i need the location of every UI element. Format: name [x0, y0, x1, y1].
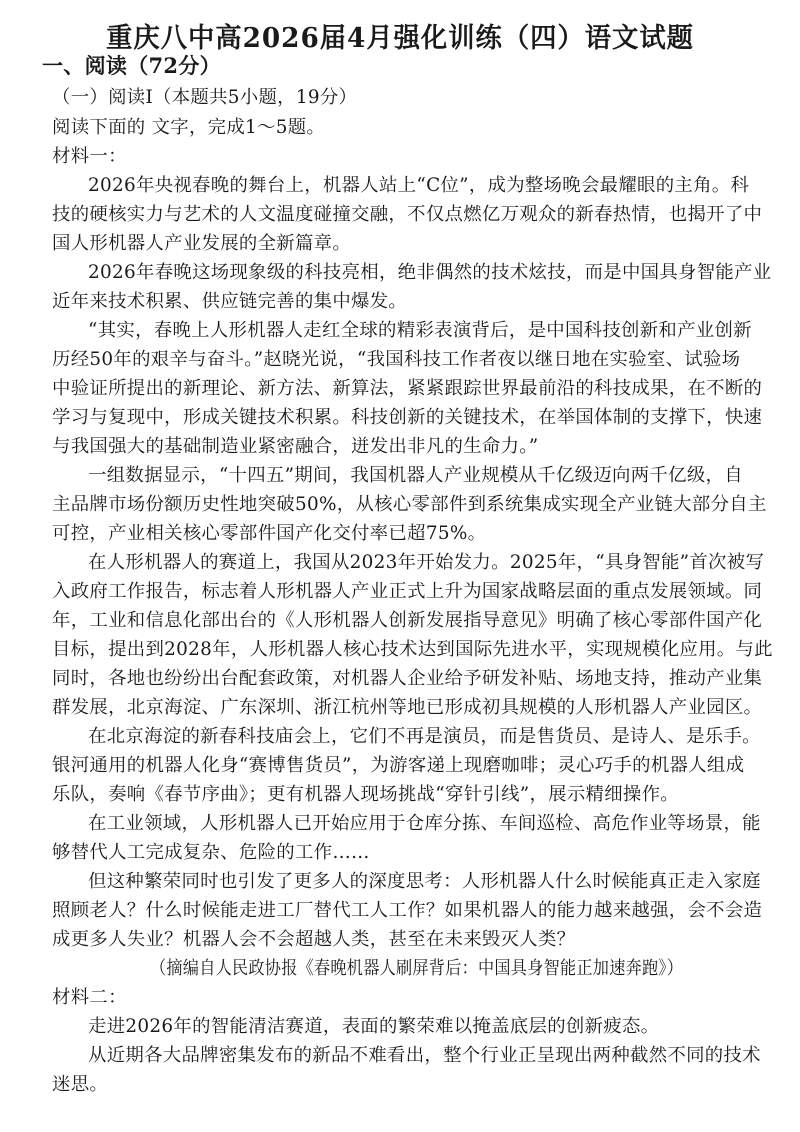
material1-line: 银河通用的机器人化身“赛博售货员”，为游客递上现磨咖啡；灵心巧手的机器人组成	[52, 755, 745, 776]
material1-line: 群发展，北京海淀、广东深圳、浙江杭州等地已形成初具规模的人形机器人产业园区。	[52, 697, 763, 718]
material1-line: 近年来技术积累、供应链完善的集中爆发。	[52, 291, 408, 312]
material1-line: 年，工业和信息化部出台的《人形机器人创新发展指导意见》明确了核心零部件国产化	[52, 610, 763, 631]
material1-line: 照顾老人？什么时候能走进工厂替代工人工作？如果机器人的能力越来越强，会不会造	[52, 900, 763, 921]
material2-line: 从近期各大品牌密集发布的新品不难看出，整个行业正呈现出两种截然不同的技术	[88, 1045, 761, 1066]
material1-source: （摘编自人民政协报《春晚机器人刷屏背后：中国具身智能正加速奔跑》）	[150, 958, 684, 979]
material2-line: 走进2026年的智能清洁赛道，表面的繁荣难以掩盖底层的创新疲态。	[88, 1016, 660, 1037]
material1-line: 中验证所提出的新理论、新方法、新算法，紧紧跟踪世界最前沿的科技成果，在不断的	[52, 378, 763, 399]
material1-line: “其实，春晚上人形机器人走红全球的精彩表演背后，是中国科技创新和产业创新	[88, 320, 752, 341]
material1-line: 主品牌市场份额历史性地突破50%，从核心零部件到系统集成实现全产业链大部分自主	[52, 494, 767, 515]
material1-line: 在北京海淀的新春科技庙会上，它们不再是演员，而是售货员、是诗人、是乐手。	[88, 726, 761, 747]
material1-line: 国人形机器人产业发展的全新篇章。	[52, 233, 352, 254]
material2-line: 迷思。	[52, 1074, 109, 1095]
material1-line: 成更多人失业？机器人会不会超越人类，甚至在未来毁灭人类？	[52, 929, 576, 950]
material1-line: 目标，提出到2028年，人形机器人核心技术达到国际先进水平，实现规模化应用。与此	[52, 639, 773, 660]
material1-line: 2026年春晚这场现象级的科技亮相，绝非偶然的技术炫技，而是中国具身智能产业	[88, 262, 772, 283]
material1-line: 历经50年的艰辛与奋斗。”赵晓光说，“我国科技工作者夜以继日地在实验室、试验场	[52, 349, 741, 370]
material1-line: 乐队，奏响《春节序曲》；更有机器人现场挑战“穿针引线”，展示精细操作。	[52, 784, 679, 805]
section-heading: 一、阅读（72分）	[42, 53, 221, 78]
material2-label: 材料二：	[52, 987, 127, 1008]
material1-line: 与我国强大的基础制造业紧密融合，迸发出非凡的生命力。”	[52, 436, 539, 457]
material1-line: 一组数据显示，“十四五”期间，我国机器人产业规模从千亿级迈向两千亿级，自	[88, 465, 743, 486]
material1-line: 技的硬核实力与艺术的人文温度碰撞交融，不仅点燃亿万观众的新春热情，也揭开了中	[52, 204, 763, 225]
material1-line: 在人形机器人的赛道上，我国从2023年开始发力。2025年，“具身智能”首次被写	[88, 552, 765, 573]
material1-label: 材料一：	[52, 146, 127, 167]
material1-line: 入政府工作报告，标志着人形机器人产业正式上升为国家战略层面的重点发展领域。同	[52, 581, 763, 602]
material1-line: 在工业领域，人形机器人已开始应用于仓库分拣、车间巡检、高危作业等场景，能	[88, 813, 761, 834]
subsection-heading: （一）阅读I（本题共5小题，19分）	[52, 87, 358, 108]
material1-line: 同时，各地也纷纷出台配套政策，对机器人企业给予研发补贴、场地支持，推动产业集	[52, 668, 763, 689]
page-title: 重庆八中高2026届4月强化训练（四）语文试题	[106, 23, 694, 54]
material1-line: 但这种繁荣同时也引发了更多人的深度思考：人形机器人什么时候能真正走入家庭	[88, 871, 761, 892]
material1-line: 可控，产业相关核心零部件国产化交付率已超75%。	[52, 523, 487, 544]
material1-line: 够替代人工完成复杂、危险的工作……	[52, 842, 370, 863]
instruction: 阅读下面的 文字，完成1～5题。	[52, 117, 326, 138]
material1-line: 2026年央视春晚的舞台上，机器人站上“C位”，成为整场晚会最耀眼的主角。科	[88, 175, 750, 196]
material1-line: 学习与复现中，形成关键技术积累。科技创新的关键技术，在举国体制的支撑下，快速	[52, 407, 763, 428]
